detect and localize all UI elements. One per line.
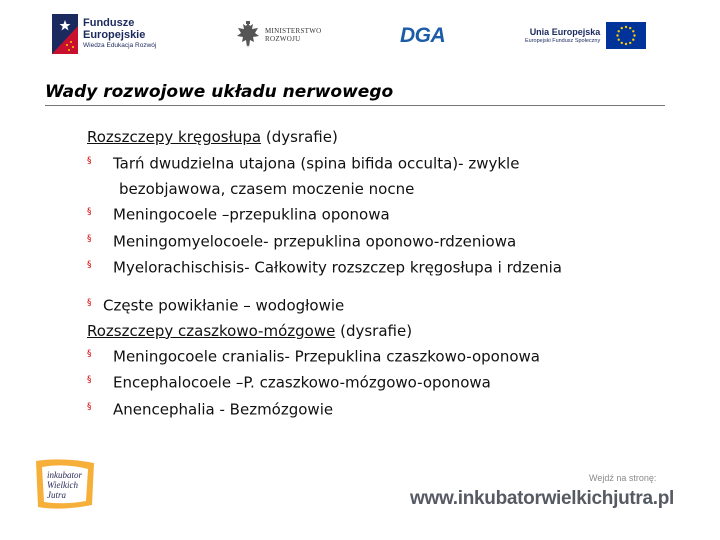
eu-logo-line2: Europejski Fundusz Społeczny [525, 37, 601, 44]
ministry-logo-line2: ROZWOJU [265, 35, 301, 43]
bullet-icon: § [87, 155, 92, 166]
list-item: § Encephalocoele –P. czaszkowo-mózgowo-oponowa [87, 370, 562, 396]
logo-bar [0, 0, 720, 70]
bullet-icon: § [87, 375, 92, 386]
bullet-icon: § [87, 297, 92, 308]
list-item: § Meningocoele –przepuklina oponowa [87, 202, 562, 228]
section1-heading-suffix: (dysrafie) [261, 128, 338, 146]
list-item: § Tarń dwudzielna utajona (spina bifida occulta)- zwykle [87, 151, 562, 177]
section2-heading [87, 319, 562, 345]
list-item: § Myelorachischisis- Całkowity rozszczep kręgosłupa i rdzenia [87, 255, 562, 281]
incubator-logo-line1: inkubator [47, 470, 82, 480]
list-item: § Meningomyelocoele- przepuklina oponowo-rdzeniowa [87, 229, 562, 255]
eu-logo-line1: Unia Europejska [529, 26, 601, 37]
inkubator-logo [32, 455, 98, 513]
ministerstwo-rozwoju-logo [236, 20, 322, 50]
bullet-icon: § [87, 233, 92, 244]
slide-title: Wady rozwojowe układu nerwowego [45, 82, 665, 106]
section2-heading-text: Rozszczepy czaszkowo-mózgowe [87, 321, 336, 340]
bullet-icon: § [87, 349, 92, 360]
list-item-continuation: bezobjawowa, czasem moczenie nocne [119, 179, 415, 198]
bullet-icon: § [87, 207, 92, 218]
unia-europejska-logo [525, 22, 646, 49]
section1-heading-text: Rozszczepy kręgosłupa [87, 128, 262, 146]
footer-note: Wejdź na stronę: [589, 473, 657, 483]
fundusze-europejskie-icon [52, 14, 78, 54]
bullet-icon: § [87, 259, 92, 270]
incubator-logo-line3: Jutra [47, 490, 66, 500]
spacer [87, 281, 562, 293]
dga-logo [400, 24, 445, 48]
fe-logo-line1: Fundusze [83, 17, 135, 30]
fundusze-europejskie-logo [52, 14, 156, 54]
section1-heading [87, 125, 562, 151]
section2-heading-suffix: (dysrafie) [335, 321, 413, 340]
slide-content [87, 125, 562, 423]
footer-url-link[interactable]: www.inkubatorwielkichjutra.pl [410, 488, 675, 509]
fe-logo-line3: Wiedza Edukacja Rozwój [83, 42, 157, 50]
ministry-logo-line1: MINISTERSTWO [265, 26, 322, 35]
eu-flag-icon [606, 22, 646, 49]
complication-note: § Częste powikłanie – wodogłowie [87, 293, 562, 319]
dga-logo-text: DGA [400, 24, 446, 47]
list-item: § Anencephalia - Bezmózgowie [87, 397, 562, 423]
bullet-icon: § [87, 401, 92, 412]
polish-eagle-icon [236, 20, 260, 50]
incubator-logo-line2: Wielkich [47, 480, 78, 490]
fe-logo-line2: Europejskie [83, 28, 146, 41]
list-item: § Meningocoele cranialis- Przepuklina czaszkowo-oponowa [87, 344, 562, 370]
